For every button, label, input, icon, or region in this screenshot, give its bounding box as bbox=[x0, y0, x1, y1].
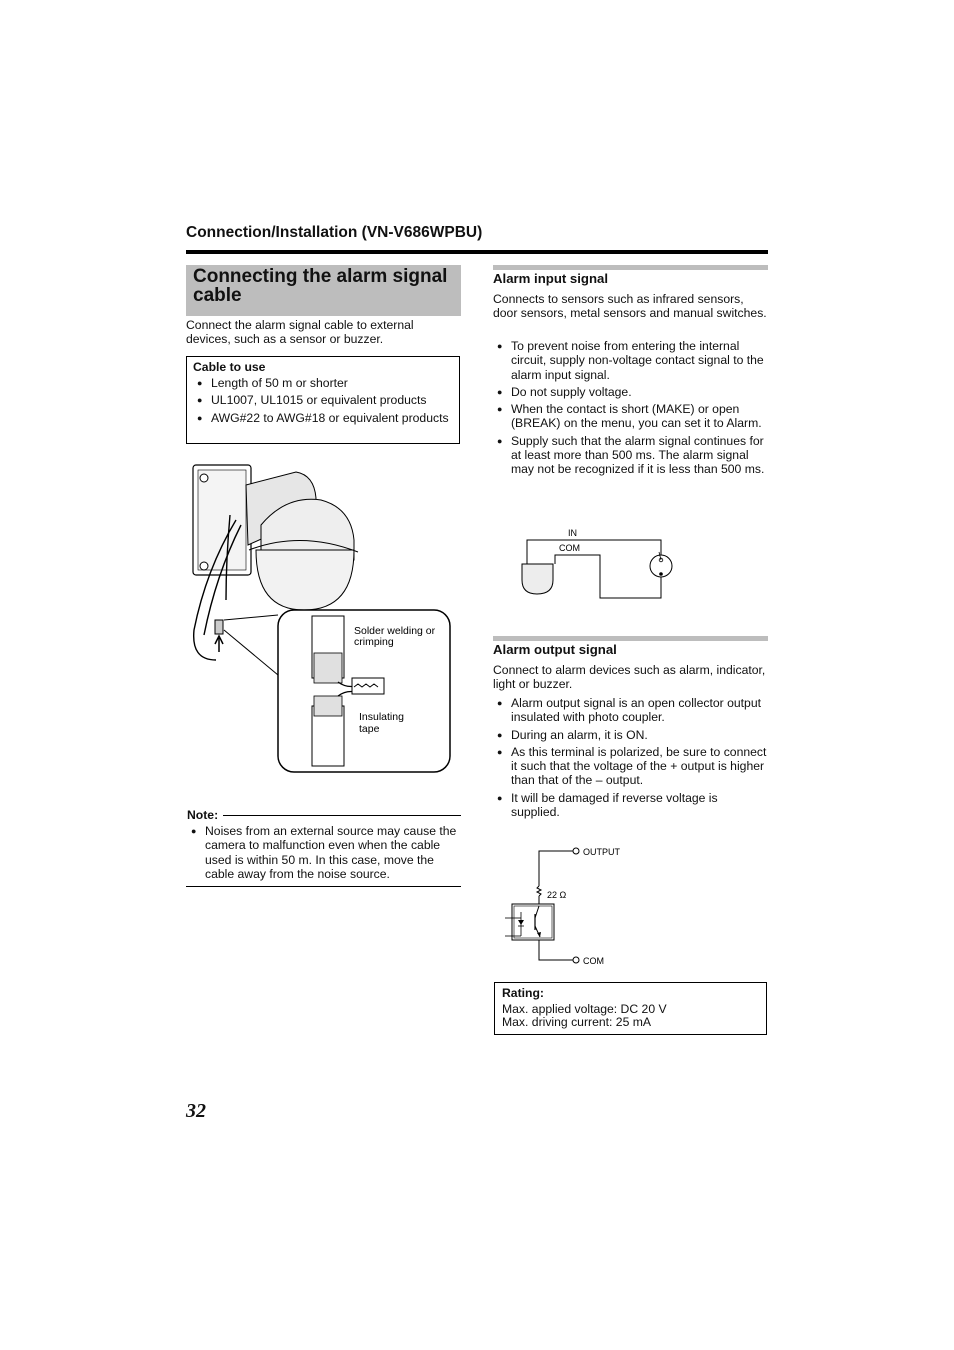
page-heading: Connecting the alarm signal cable bbox=[193, 266, 448, 306]
rating-title: Rating: bbox=[502, 986, 544, 1000]
intro-text: Connect the alarm signal cable to external devices, such as a sensor or buzzer. bbox=[186, 318, 414, 347]
diagram-output-label: OUTPUT bbox=[583, 847, 620, 857]
header-rule bbox=[186, 250, 768, 254]
list-item: ● Alarm output signal is an open collector output insulated with photo coupler. bbox=[493, 696, 768, 725]
note-bottom-rule bbox=[186, 886, 461, 887]
input-section-bar bbox=[493, 265, 768, 270]
alarm-input-list bbox=[493, 339, 768, 480]
output-section-bar bbox=[493, 636, 768, 641]
diagram-in-label: IN bbox=[568, 528, 577, 538]
list-item: ● AWG#22 to AWG#18 or equivalent products bbox=[193, 411, 453, 425]
rating-current: Max. driving current: 25 mA bbox=[502, 1015, 652, 1029]
rating-voltage: Max. applied voltage: DC 20 V bbox=[502, 1002, 667, 1016]
alarm-output-diagram bbox=[505, 842, 635, 970]
list-item: ● During an alarm, it is ON. bbox=[493, 728, 768, 742]
tape-label-line2: tape bbox=[359, 723, 380, 735]
tape-label-line1: Insulating bbox=[359, 711, 404, 723]
diagram-com-label-out: COM bbox=[583, 956, 604, 966]
diagram-resistor-label: 22 Ω bbox=[547, 890, 567, 900]
list-item: ● Length of 50 m or shorter bbox=[193, 376, 453, 390]
page-number: 32 bbox=[186, 1100, 206, 1122]
alarm-input-heading: Alarm input signal bbox=[493, 271, 609, 286]
cable-box-title: Cable to use bbox=[193, 360, 266, 374]
cable-list bbox=[193, 376, 453, 428]
note-list bbox=[187, 824, 461, 884]
alarm-output-intro: Connect to alarm devices such as alarm, indicator, light or buzzer. bbox=[493, 663, 766, 692]
camera-wiring-illustration bbox=[186, 460, 462, 780]
alarm-output-heading: Alarm output signal bbox=[493, 642, 617, 657]
list-item: ● UL1007, UL1015 or equivalent products bbox=[193, 393, 453, 407]
note-rule bbox=[223, 815, 461, 816]
alarm-output-list bbox=[493, 696, 768, 822]
solder-label-line2: crimping bbox=[354, 636, 394, 648]
list-item: ● As this terminal is polarized, be sure to connect it such that the voltage of the + output is higher than that of the – output. bbox=[493, 745, 768, 788]
list-item: ● To prevent noise from entering the internal circuit, supply non-voltage contact signal to the alarm input signal. bbox=[493, 339, 768, 382]
list-item: ● Noises from an external source may cause the camera to malfunction even when the cable used is within 50 m. In this case, move the cable away from the noise source. bbox=[187, 824, 461, 881]
list-item: ● Supply such that the alarm signal continues for at least more than 500 ms. The alarm signal may not be recognized if it is less than 500 ms. bbox=[493, 434, 768, 477]
note-label: Note: bbox=[187, 808, 219, 822]
section-title: Connection/Installation (VN-V686WPBU) bbox=[186, 224, 483, 241]
list-item: ● Do not supply voltage. bbox=[493, 385, 768, 399]
list-item: ● When the contact is short (MAKE) or open (BREAK) on the menu, you can set it to Alarm. bbox=[493, 402, 768, 431]
solder-label-line1: Solder welding or bbox=[354, 625, 436, 637]
alarm-input-intro: Connects to sensors such as infrared sensors, door sensors, metal sensors and manual switches. bbox=[493, 292, 767, 321]
list-item: ● It will be damaged if reverse voltage is supplied. bbox=[493, 791, 768, 820]
alarm-input-diagram bbox=[515, 522, 685, 604]
diagram-com-label: COM bbox=[559, 543, 580, 553]
